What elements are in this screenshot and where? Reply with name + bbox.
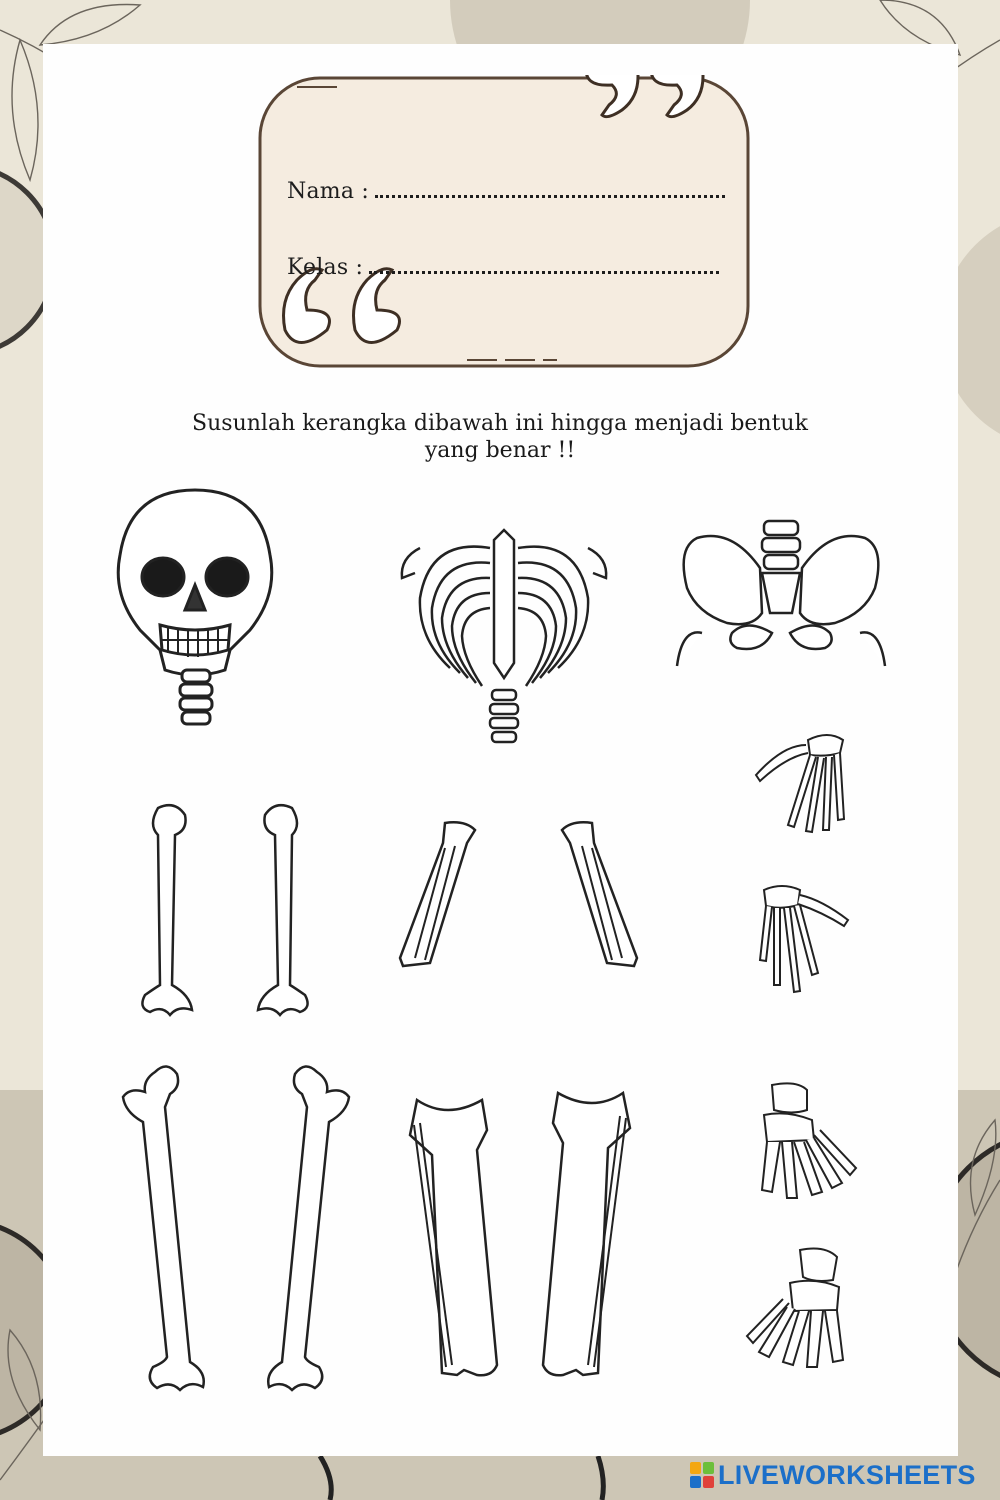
tibia-fibula-icon[interactable] <box>402 1095 500 1380</box>
class-label: Kelas : <box>287 255 364 280</box>
foot-bone-icon[interactable] <box>745 1245 853 1375</box>
tibia-fibula-icon[interactable] <box>540 1088 638 1380</box>
quote-frame <box>257 75 752 395</box>
instruction-line-1: Susunlah kerangka dibawah ini hingga menjadi bentuk <box>192 411 808 436</box>
femur-icon[interactable] <box>262 1062 357 1394</box>
liveworksheets-brand-text: LIVEWORKSHEETS <box>718 1459 976 1490</box>
student-info-card <box>257 75 752 367</box>
instruction-text <box>110 410 890 464</box>
name-label: Nama : <box>287 179 369 204</box>
class-blank-line[interactable] <box>369 270 719 274</box>
class-field[interactable] <box>287 255 719 280</box>
pelvis-icon[interactable] <box>672 518 890 668</box>
hand-bone-icon[interactable] <box>752 880 852 995</box>
liveworksheets-logo[interactable] <box>690 1458 976 1492</box>
hand-bone-icon[interactable] <box>748 725 848 835</box>
femur-icon[interactable] <box>115 1062 210 1394</box>
instruction-line-2: yang benar !! <box>424 438 576 463</box>
liveworksheets-mark-icon <box>690 1462 714 1488</box>
humerus-icon[interactable] <box>130 800 202 1018</box>
name-field[interactable] <box>287 179 725 204</box>
radius-ulna-icon[interactable] <box>395 818 481 970</box>
radius-ulna-icon[interactable] <box>556 818 642 970</box>
humerus-icon[interactable] <box>248 800 320 1018</box>
skull-icon[interactable] <box>100 485 290 730</box>
name-blank-line[interactable] <box>375 194 725 198</box>
foot-bone-icon[interactable] <box>752 1080 858 1205</box>
ribcage-icon[interactable] <box>390 518 618 750</box>
